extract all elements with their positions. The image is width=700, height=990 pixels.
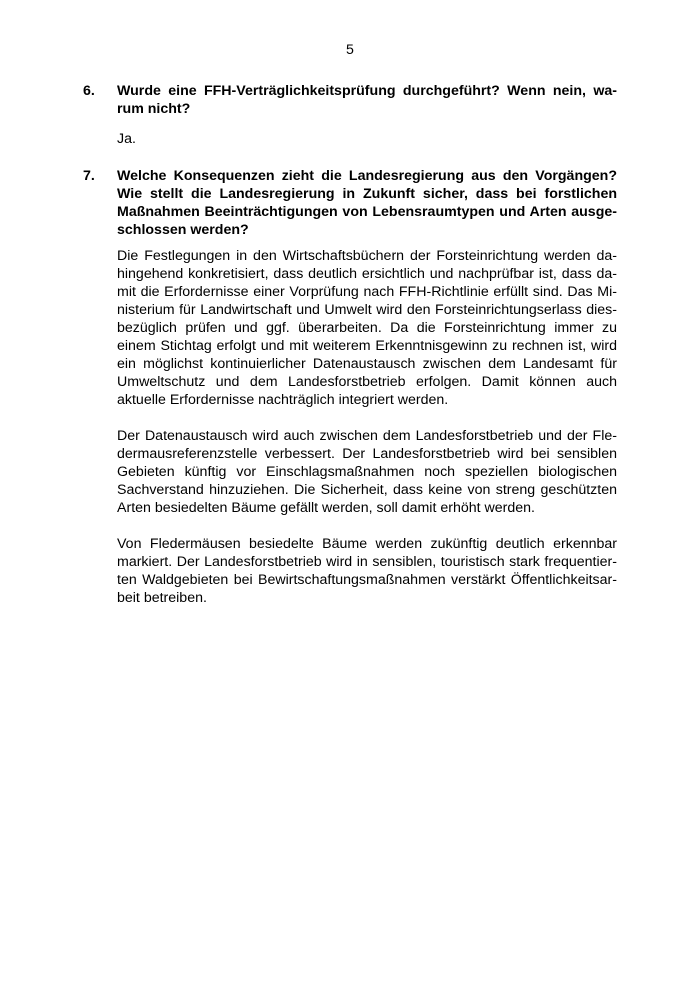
answer-6: [117, 130, 617, 166]
question-6: [83, 82, 617, 118]
answer-7-paragraph: Die Festlegungen in den Wirtschaftsbüchern der Forsteinrichtung werden dahingehend konkretisiert, dass deutlich ersichtlich und nachprüfbar ist, dass damit die Erfordernisse einer Vorprüfung nach FFH-Richtlinie erfüllt sind. Das Ministerium für Landwirtschaft und Umwelt wird den Forsteinrichtungserlass diesbezüglich prüfen und ggf. überarbeiten. Da die Forsteinrichtung immer zu einem Stichtag erfolgt und mit weiterem Erkenntnisgewinn zu rechnen ist, wird ein möglichst kontinuierlicher Datenaustausch zwischen dem Landesamt für Umweltschutz und dem Landesforstbetrieb erfolgen. Damit können auch aktuelle Erfordernisse nachträglich integriert werden.: [117, 248, 617, 408]
answer-6-text: Ja.: [117, 131, 136, 147]
question-6-number: 6.: [83, 83, 95, 99]
question-6-text: Wurde eine FFH-Verträglichkeitsprüfung durchgeführt? Wenn nein, warum nicht?: [117, 83, 617, 117]
answer-7-paragraph: Der Datenaustausch wird auch zwischen dem Landesforstbetrieb und der Fledermausreferenzstelle verbessert. Der Landesforstbetrieb wird bei sensiblen Gebieten künftig vor Einschlagsmaßnahmen noch speziellen biologischen Sachverstand hinzuziehen. Die Sicherheit, dass keine von streng geschützten Arten besiedelten Bäume gefällt werden, soll damit erhöht werden.: [117, 428, 617, 516]
page-number: 5: [346, 42, 354, 58]
answer-7: [117, 247, 617, 625]
question-7: [83, 167, 617, 239]
answer-7-paragraph: Von Fledermäusen besiedelte Bäume werden zukünftig deutlich erkennbar markiert. Der Landesforstbetrieb wird in sensiblen, touristisch stark frequentierten Waldgebieten bei Bewirtschaftungsmaßnahmen verstärkt Öffentlichkeitsarbeit betreiben.: [117, 536, 617, 606]
question-7-number: 7.: [83, 168, 95, 184]
question-7-text: Welche Konsequenzen zieht die Landesregierung aus den Vorgängen? Wie stellt die Landesregierung in Zukunft sicher, dass bei forstlichen Maßnahmen Beeinträchtigungen von Lebensraumtypen und Arten ausgeschlossen werden?: [117, 168, 617, 238]
